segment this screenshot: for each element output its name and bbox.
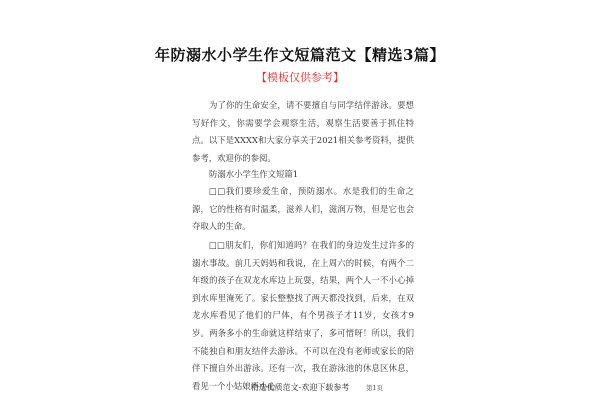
template-notice: 【模板仅供参考】 — [256, 71, 344, 84]
page-number: 第1页 — [366, 384, 384, 392]
intro-paragraph: 为了你的生命安全，请不要擅自与同学结伴游泳。要想写好作文，你需要学会观察生活，观察生活要善于抓住特点。以下是XXXX和大家分享关于2021相关参考资料，提供参考，欢迎你的参阅。 — [192, 100, 414, 163]
page-footer: 精选优质范文-欢迎下载参考 — [250, 383, 350, 392]
section-heading: 防溺水小学生作文短篇1 — [209, 169, 299, 179]
document-title: 年防溺水小学生作文短篇范文【精选3篇】 — [155, 46, 445, 64]
paragraph-3: □□朋友们，你们知道吗？在我们的身边发生过许多的溺水事故。前几天妈妈和我说，在上周六的时候，有两个二年级的孩子在双龙水库边上玩耍，结果，两个人一不小心掉到水库里淹死了。家长整整找了两天都没找到，后来，在双龙水库看见了他们的尸体，有个男孩子才11岁，女孩才9岁。两条多小的生命就这样结束了，多可惜呀！所以，我们不能独自和朋友结伴去游泳。不可以在没有老师或家长的陪伴下擅自外出游泳。还有一次，我在游泳池的休息区休息，看见一个小姑娘不小心 — [192, 240, 414, 391]
paragraph-2: □□我们要珍爱生命，预防溺水。水是我们的生命之源，它的性格有时温柔，滋养人们，滋润万物，但是它也会夺取人的生命。 — [192, 186, 414, 232]
